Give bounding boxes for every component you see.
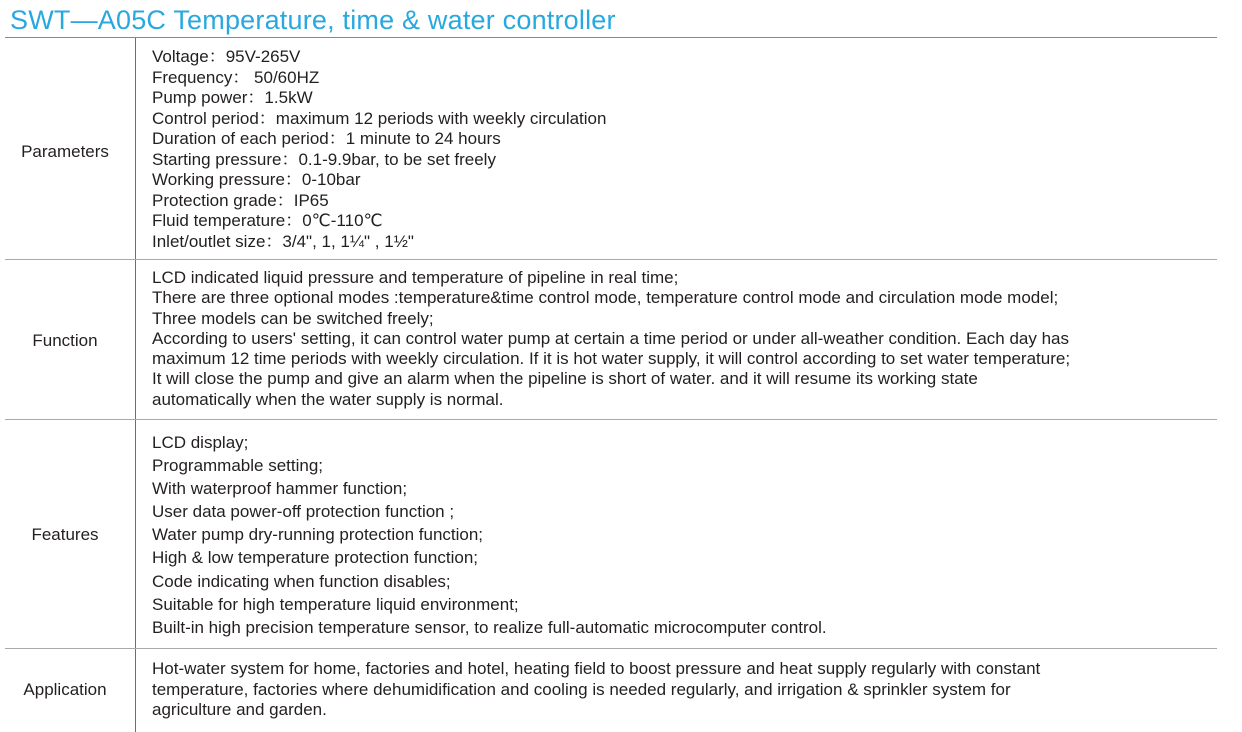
parameter-line: Fluid temperature：0℃-110℃ — [152, 211, 383, 230]
feature-line: Water pump dry-running protection function; — [152, 525, 484, 545]
application-line: temperature, factories where dehumidification and cooling is needed regularly, and irrigation & sprinkler system for — [152, 679, 1011, 699]
feature-line: With waterproof hammer function; — [152, 479, 408, 499]
feature-line: Programmable setting; — [152, 456, 324, 476]
features-list — [152, 431, 1237, 639]
parameter-line: Working pressure：0-10bar — [152, 170, 361, 189]
application-list — [152, 659, 1237, 721]
application-line: agriculture and garden. — [152, 700, 327, 719]
parameter-line: Starting pressure：0.1-9.9bar, to be set freely — [152, 149, 496, 169]
row-divider — [5, 259, 1217, 260]
section-label-parameters: Parameters — [21, 142, 109, 161]
application-line: Hot-water system for home, factories and hotel, heating field to boost pressure and heat supply regularly with constant — [152, 659, 1041, 678]
row-divider — [5, 648, 1217, 649]
function-line: automatically when the water supply is normal. — [152, 389, 504, 409]
feature-line: Suitable for high temperature liquid environment; — [152, 594, 519, 614]
parameters-list — [152, 47, 1237, 252]
row-divider — [5, 419, 1217, 420]
function-line: LCD indicated liquid pressure and temperature of pipeline in real time; — [152, 268, 679, 287]
title-underline — [5, 37, 1217, 38]
parameter-line: Control period：maximum 12 periods with weekly circulation — [152, 108, 607, 128]
function-list — [152, 268, 1237, 410]
parameter-line: Voltage：95V-265V — [152, 47, 301, 66]
feature-line: Code indicating when function disables; — [152, 571, 451, 591]
function-line: According to users' setting, it can control water pump at certain a time period or under all-weather condition. Each day has — [152, 328, 1070, 348]
parameter-line: Protection grade：IP65 — [152, 190, 329, 210]
function-line: It will close the pump and give an alarm when the pipeline is short of water. and it will resume its working state — [152, 369, 978, 389]
function-line: maximum 12 time periods with weekly circulation. If it is hot water supply, it will control according to set water temperature; — [152, 349, 1071, 369]
parameter-line: Frequency： 50/60HZ — [152, 67, 320, 87]
feature-line: LCD display; — [152, 433, 249, 452]
function-line: Three models can be switched freely; — [152, 308, 434, 328]
parameter-line: Pump power：1.5kW — [152, 88, 313, 107]
parameter-line: Duration of each period：1 minute to 24 hours — [152, 129, 501, 148]
function-line: There are three optional modes :temperature&time control mode, temperature control mode and circulation mode model; — [152, 288, 1059, 308]
page-title: SWT—A05C Temperature, time & water controller — [10, 5, 616, 35]
section-label-application: Application — [23, 680, 107, 699]
section-label-features: Features — [31, 525, 99, 544]
section-label-function: Function — [32, 331, 98, 350]
feature-line: Built-in high precision temperature sensor, to realize full-automatic microcomputer control. — [152, 617, 827, 637]
parameter-line: Inlet/outlet size：3/4", 1, 1¼" , 1½" — [152, 231, 414, 251]
column-divider — [135, 38, 136, 732]
feature-line: User data power-off protection function ; — [152, 502, 455, 522]
feature-line: High & low temperature protection function; — [152, 548, 479, 568]
